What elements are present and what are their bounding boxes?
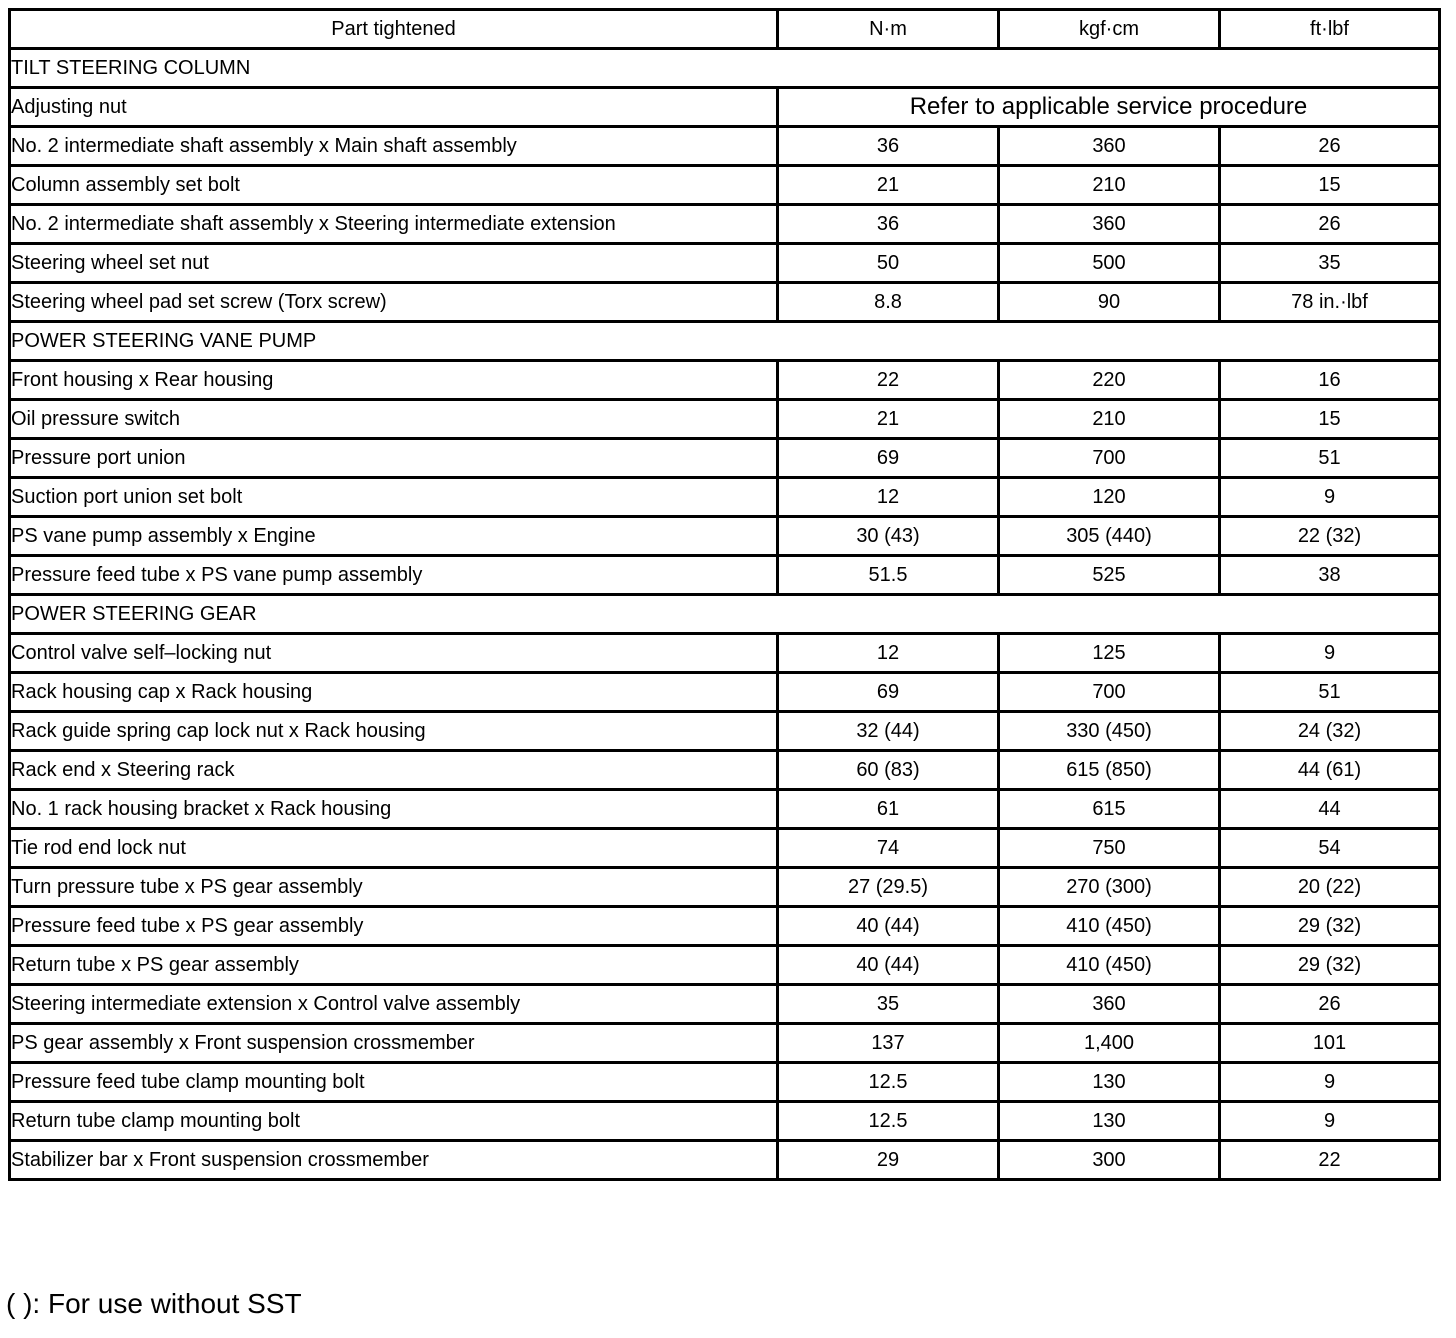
part-name-cell: Column assembly set bolt bbox=[10, 166, 778, 205]
kgfcm-value-cell: 120 bbox=[999, 478, 1220, 517]
part-name-cell: Stabilizer bar x Front suspension crossmember bbox=[10, 1141, 778, 1180]
ftlbf-value-cell: 9 bbox=[1220, 1063, 1440, 1102]
header-part-tightened: Part tightened bbox=[10, 10, 778, 49]
ftlbf-value-cell: 15 bbox=[1220, 166, 1440, 205]
table-row bbox=[10, 829, 1440, 868]
kgfcm-value-cell: 525 bbox=[999, 556, 1220, 595]
kgfcm-value-cell: 130 bbox=[999, 1102, 1220, 1141]
ftlbf-value-cell: 26 bbox=[1220, 127, 1440, 166]
part-name-cell: Pressure feed tube clamp mounting bolt bbox=[10, 1063, 778, 1102]
table-row bbox=[10, 790, 1440, 829]
ftlbf-value-cell: 16 bbox=[1220, 361, 1440, 400]
header-ftlbf: ft·lbf bbox=[1220, 10, 1440, 49]
ftlbf-value-cell: 9 bbox=[1220, 1102, 1440, 1141]
kgfcm-value-cell: 360 bbox=[999, 985, 1220, 1024]
section-row bbox=[10, 49, 1440, 88]
nm-value-cell: 29 bbox=[778, 1141, 999, 1180]
table-row bbox=[10, 907, 1440, 946]
nm-value-cell: 32 (44) bbox=[778, 712, 999, 751]
kgfcm-value-cell: 615 bbox=[999, 790, 1220, 829]
nm-value-cell: 50 bbox=[778, 244, 999, 283]
section-title: TILT STEERING COLUMN bbox=[10, 49, 1440, 88]
part-name-cell: Turn pressure tube x PS gear assembly bbox=[10, 868, 778, 907]
part-name-cell: Control valve self–locking nut bbox=[10, 634, 778, 673]
table-row bbox=[10, 712, 1440, 751]
section-row bbox=[10, 322, 1440, 361]
footnote: ( ): For use without SST bbox=[6, 1288, 302, 1319]
part-name-cell: PS vane pump assembly x Engine bbox=[10, 517, 778, 556]
table-row bbox=[10, 1141, 1440, 1180]
kgfcm-value-cell: 270 (300) bbox=[999, 868, 1220, 907]
ftlbf-value-cell: 54 bbox=[1220, 829, 1440, 868]
ftlbf-value-cell: 15 bbox=[1220, 400, 1440, 439]
table-row bbox=[10, 946, 1440, 985]
table-row bbox=[10, 166, 1440, 205]
kgfcm-value-cell: 410 (450) bbox=[999, 907, 1220, 946]
ftlbf-value-cell: 22 (32) bbox=[1220, 517, 1440, 556]
service-procedure-note: Refer to applicable service procedure bbox=[778, 88, 1440, 127]
nm-value-cell: 12.5 bbox=[778, 1102, 999, 1141]
kgfcm-value-cell: 750 bbox=[999, 829, 1220, 868]
table-row bbox=[10, 1024, 1440, 1063]
kgfcm-value-cell: 90 bbox=[999, 283, 1220, 322]
ftlbf-value-cell: 29 (32) bbox=[1220, 946, 1440, 985]
torque-specification-table bbox=[8, 8, 1441, 1181]
part-name-cell: Steering wheel pad set screw (Torx screw) bbox=[10, 283, 778, 322]
nm-value-cell: 21 bbox=[778, 400, 999, 439]
kgfcm-value-cell: 700 bbox=[999, 673, 1220, 712]
nm-value-cell: 21 bbox=[778, 166, 999, 205]
part-name-cell: Steering intermediate extension x Control valve assembly bbox=[10, 985, 778, 1024]
ftlbf-value-cell: 51 bbox=[1220, 439, 1440, 478]
kgfcm-value-cell: 615 (850) bbox=[999, 751, 1220, 790]
part-name-cell: Front housing x Rear housing bbox=[10, 361, 778, 400]
table-row bbox=[10, 634, 1440, 673]
nm-value-cell: 22 bbox=[778, 361, 999, 400]
table-row bbox=[10, 1063, 1440, 1102]
table-row bbox=[10, 868, 1440, 907]
table-row bbox=[10, 1102, 1440, 1141]
nm-value-cell: 12 bbox=[778, 634, 999, 673]
table-row bbox=[10, 244, 1440, 283]
part-name-cell: Return tube clamp mounting bolt bbox=[10, 1102, 778, 1141]
nm-value-cell: 36 bbox=[778, 127, 999, 166]
table-row bbox=[10, 751, 1440, 790]
nm-value-cell: 60 (83) bbox=[778, 751, 999, 790]
part-name-cell: No. 2 intermediate shaft assembly x Steering intermediate extension bbox=[10, 205, 778, 244]
table-row bbox=[10, 283, 1440, 322]
nm-value-cell: 61 bbox=[778, 790, 999, 829]
kgfcm-value-cell: 125 bbox=[999, 634, 1220, 673]
kgfcm-value-cell: 130 bbox=[999, 1063, 1220, 1102]
ftlbf-value-cell: 101 bbox=[1220, 1024, 1440, 1063]
nm-value-cell: 40 (44) bbox=[778, 907, 999, 946]
part-name-cell: Pressure feed tube x PS vane pump assembly bbox=[10, 556, 778, 595]
ftlbf-value-cell: 38 bbox=[1220, 556, 1440, 595]
kgfcm-value-cell: 500 bbox=[999, 244, 1220, 283]
ftlbf-value-cell: 26 bbox=[1220, 205, 1440, 244]
table-row bbox=[10, 517, 1440, 556]
part-name-cell: Tie rod end lock nut bbox=[10, 829, 778, 868]
nm-value-cell: 35 bbox=[778, 985, 999, 1024]
table-row bbox=[10, 88, 1440, 127]
section-title: POWER STEERING GEAR bbox=[10, 595, 1440, 634]
part-name-cell: No. 1 rack housing bracket x Rack housing bbox=[10, 790, 778, 829]
part-name-cell: PS gear assembly x Front suspension crossmember bbox=[10, 1024, 778, 1063]
part-name-cell: Adjusting nut bbox=[10, 88, 778, 127]
ftlbf-value-cell: 22 bbox=[1220, 1141, 1440, 1180]
ftlbf-value-cell: 51 bbox=[1220, 673, 1440, 712]
kgfcm-value-cell: 305 (440) bbox=[999, 517, 1220, 556]
kgfcm-value-cell: 360 bbox=[999, 205, 1220, 244]
table-row bbox=[10, 673, 1440, 712]
kgfcm-value-cell: 700 bbox=[999, 439, 1220, 478]
nm-value-cell: 8.8 bbox=[778, 283, 999, 322]
kgfcm-value-cell: 330 (450) bbox=[999, 712, 1220, 751]
part-name-cell: Pressure feed tube x PS gear assembly bbox=[10, 907, 778, 946]
nm-value-cell: 137 bbox=[778, 1024, 999, 1063]
kgfcm-value-cell: 210 bbox=[999, 166, 1220, 205]
section-title: POWER STEERING VANE PUMP bbox=[10, 322, 1440, 361]
nm-value-cell: 51.5 bbox=[778, 556, 999, 595]
header-row bbox=[10, 10, 1440, 49]
part-name-cell: Steering wheel set nut bbox=[10, 244, 778, 283]
kgfcm-value-cell: 360 bbox=[999, 127, 1220, 166]
nm-value-cell: 74 bbox=[778, 829, 999, 868]
nm-value-cell: 12.5 bbox=[778, 1063, 999, 1102]
table-row bbox=[10, 400, 1440, 439]
part-name-cell: Return tube x PS gear assembly bbox=[10, 946, 778, 985]
ftlbf-value-cell: 9 bbox=[1220, 634, 1440, 673]
ftlbf-value-cell: 35 bbox=[1220, 244, 1440, 283]
table-row bbox=[10, 361, 1440, 400]
part-name-cell: Suction port union set bolt bbox=[10, 478, 778, 517]
part-name-cell: Pressure port union bbox=[10, 439, 778, 478]
table-row bbox=[10, 439, 1440, 478]
table-row bbox=[10, 127, 1440, 166]
nm-value-cell: 27 (29.5) bbox=[778, 868, 999, 907]
part-name-cell: Rack end x Steering rack bbox=[10, 751, 778, 790]
table-row bbox=[10, 985, 1440, 1024]
kgfcm-value-cell: 210 bbox=[999, 400, 1220, 439]
part-name-cell: Oil pressure switch bbox=[10, 400, 778, 439]
nm-value-cell: 69 bbox=[778, 673, 999, 712]
ftlbf-value-cell: 9 bbox=[1220, 478, 1440, 517]
kgfcm-value-cell: 410 (450) bbox=[999, 946, 1220, 985]
ftlbf-value-cell: 20 (22) bbox=[1220, 868, 1440, 907]
part-name-cell: No. 2 intermediate shaft assembly x Main shaft assembly bbox=[10, 127, 778, 166]
table-row bbox=[10, 205, 1440, 244]
ftlbf-value-cell: 44 (61) bbox=[1220, 751, 1440, 790]
ftlbf-value-cell: 44 bbox=[1220, 790, 1440, 829]
kgfcm-value-cell: 300 bbox=[999, 1141, 1220, 1180]
table-row bbox=[10, 478, 1440, 517]
part-name-cell: Rack guide spring cap lock nut x Rack housing bbox=[10, 712, 778, 751]
ftlbf-value-cell: 29 (32) bbox=[1220, 907, 1440, 946]
kgfcm-value-cell: 1,400 bbox=[999, 1024, 1220, 1063]
table-row bbox=[10, 556, 1440, 595]
table-body bbox=[10, 49, 1440, 1180]
section-row bbox=[10, 595, 1440, 634]
part-name-cell: Rack housing cap x Rack housing bbox=[10, 673, 778, 712]
nm-value-cell: 12 bbox=[778, 478, 999, 517]
header-kgfcm: kgf·cm bbox=[999, 10, 1220, 49]
ftlbf-value-cell: 26 bbox=[1220, 985, 1440, 1024]
nm-value-cell: 40 (44) bbox=[778, 946, 999, 985]
ftlbf-value-cell: 78 in.·lbf bbox=[1220, 283, 1440, 322]
nm-value-cell: 69 bbox=[778, 439, 999, 478]
header-nm: N·m bbox=[778, 10, 999, 49]
nm-value-cell: 30 (43) bbox=[778, 517, 999, 556]
ftlbf-value-cell: 24 (32) bbox=[1220, 712, 1440, 751]
nm-value-cell: 36 bbox=[778, 205, 999, 244]
kgfcm-value-cell: 220 bbox=[999, 361, 1220, 400]
